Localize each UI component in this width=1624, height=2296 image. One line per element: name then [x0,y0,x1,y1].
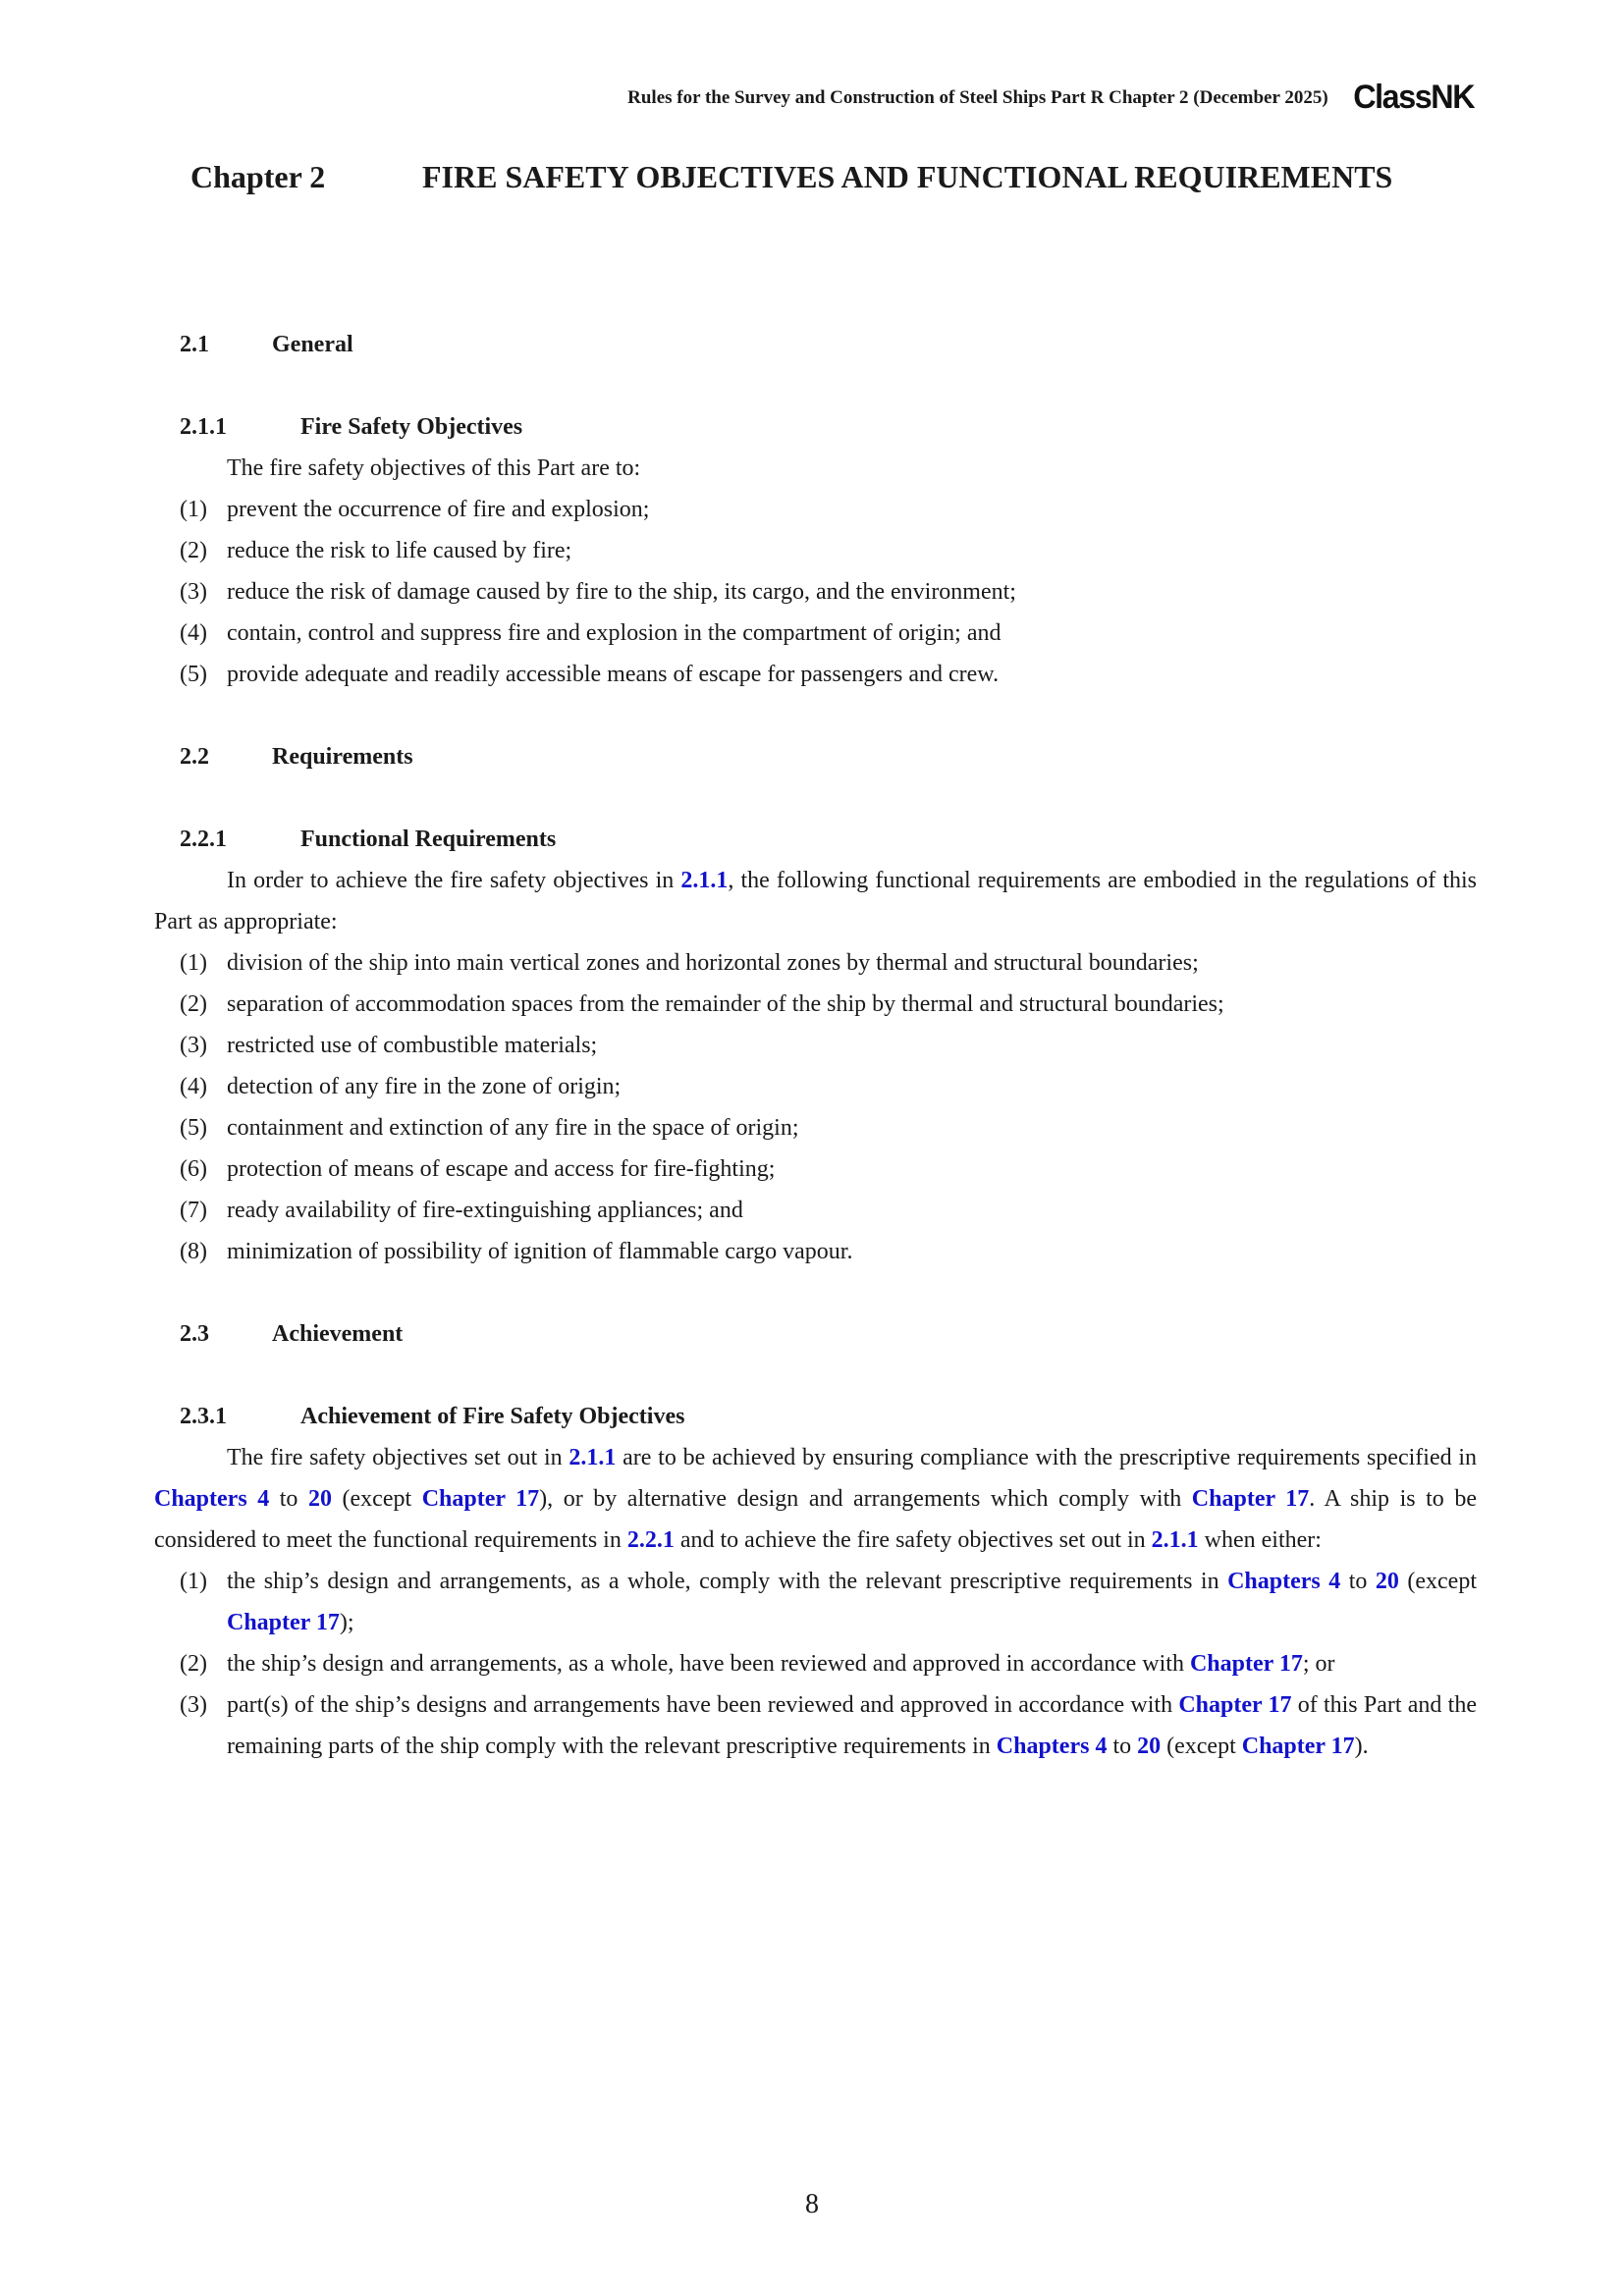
text-run: ; or [1302,1651,1335,1677]
list-item-text [227,1561,1477,1643]
list-item [154,1190,1477,1231]
list-item-number: (3) [180,1692,207,1718]
list-item-number: (4) [180,620,207,646]
spacer [154,365,1477,406]
list-item-text: reduce the risk of damage caused by fire to the ship, its cargo, and the environment; [227,579,1016,605]
list-item [154,613,1477,654]
text-run: ), or by alternative design and arrangements which comply with [539,1486,1192,1512]
list-item [154,654,1477,695]
list-item [154,1643,1477,1684]
list-2-3-1 [154,1561,1477,1767]
text-run: the ship’s design and arrangements, as a whole, comply with the relevant prescriptive requirements in [227,1569,1228,1594]
list-item [154,942,1477,984]
subsection-number: 2.2.1 [180,827,227,852]
classnk-logo: ClassNK [1352,79,1474,116]
list-item [154,1107,1477,1148]
list-item-number: (2) [180,538,207,563]
paragraph-2-2-1-intro [154,860,1477,942]
section-number: 2.3 [180,1321,209,1347]
spacer [154,1272,1477,1313]
list-item-text: protection of means of escape and access for fire-fighting; [227,1156,776,1182]
list-2-2-1 [154,942,1477,1272]
cross-reference-link[interactable]: 20 [1375,1569,1399,1594]
list-item-number: (7) [180,1198,207,1223]
cross-reference-link[interactable]: Chapter 17 [1189,1651,1303,1677]
cross-reference-link[interactable]: Chapters 4 [1227,1569,1341,1594]
list-item-text: ready availability of fire-extinguishing appliances; and [227,1198,743,1223]
text-run: (except [1161,1734,1242,1759]
section-heading-2-3 [180,1313,1477,1355]
text-run: (except [331,1486,422,1512]
cross-reference-link[interactable]: Chapter 17 [1191,1486,1310,1512]
page-header [627,79,1477,117]
list-item [154,984,1477,1025]
list-item-number: (4) [180,1074,207,1099]
list-item [154,1066,1477,1107]
section-title: Requirements [272,744,413,770]
subsection-title: Achievement of Fire Safety Objectives [300,1404,685,1429]
list-item [154,571,1477,613]
cross-reference-link[interactable]: 2.1.1 [1151,1527,1199,1553]
list-item-number: (3) [180,579,207,605]
text-run: part(s) of the ship’s designs and arrangements have been reviewed and approved in accordance with [227,1692,1179,1718]
chapter-title: FIRE SAFETY OBJECTIVES AND FUNCTIONAL REQUIREMENTS [422,159,1393,194]
list-item-text [227,1684,1477,1767]
text-run: ). [1354,1734,1369,1759]
list-item-text: prevent the occurrence of fire and explosion; [227,497,650,522]
text-run: the ship’s design and arrangements, as a whole, have been reviewed and approved in accordance with [227,1651,1190,1677]
list-item-number: (2) [180,1651,207,1677]
list-item [154,1025,1477,1066]
spacer [154,1355,1477,1396]
subsection-number: 2.1.1 [180,414,227,440]
paragraph-2-3-1-intro [154,1437,1477,1561]
text-run: The fire safety objectives set out in [227,1445,569,1470]
list-item-text: restricted use of combustible materials; [227,1033,598,1058]
running-header-title: Rules for the Survey and Construction of Steel Ships Part R Chapter 2 (December 2025) [627,86,1328,108]
text-run: In order to achieve the fire safety objectives in [227,868,681,893]
cross-reference-link[interactable]: Chapters 4 [154,1486,270,1512]
text-run: to [1107,1734,1138,1759]
list-item-number: (1) [180,950,207,976]
text-run: when either: [1198,1527,1322,1553]
list-item [154,1148,1477,1190]
text-run: to [1340,1569,1376,1594]
list-2-1-1 [154,489,1477,695]
list-item [154,530,1477,571]
section-title: General [272,332,353,357]
cross-reference-link[interactable]: 20 [307,1486,332,1512]
list-item [154,1231,1477,1272]
cross-reference-link[interactable]: 2.1.1 [568,1445,617,1470]
list-item [154,489,1477,530]
text-run: (except [1398,1569,1477,1594]
list-item [154,1561,1477,1643]
list-item-number: (2) [180,991,207,1017]
cross-reference-link[interactable]: 20 [1137,1734,1162,1759]
section-heading-2-1 [180,324,1477,365]
cross-reference-link[interactable]: Chapter 17 [227,1610,340,1635]
subsection-heading-2-3-1 [180,1396,1477,1437]
text-run: are to be achieved by ensuring compliance with the prescriptive requirements specified in [616,1445,1477,1470]
list-item-text: detection of any fire in the zone of origin; [227,1074,622,1099]
section-heading-2-2 [180,736,1477,777]
list-item-number: (8) [180,1239,207,1264]
text-run: of this Part and the remaining parts of the ship comply with the relevant prescriptive requirements in [227,1692,1477,1759]
chapter-number: Chapter 2 [190,159,326,194]
subsection-number: 2.3.1 [180,1404,227,1429]
list-item-text: separation of accommodation spaces from the remainder of the ship by thermal and structural boundaries; [227,991,1224,1017]
subsection-title: Functional Requirements [300,827,557,852]
spacer [154,777,1477,819]
subsection-title: Fire Safety Objectives [300,414,523,440]
subsection-heading-2-2-1 [180,819,1477,860]
page-number: 8 [805,2189,819,2219]
text-run: ); [339,1610,354,1635]
text-run: , the following functional requirements are embodied in the regulations of this Part as appropriate: [154,868,1478,934]
list-item-text: reduce the risk to life caused by fire; [227,538,572,563]
list-item-text: provide adequate and readily accessible means of escape for passengers and crew. [227,662,1000,687]
list-item-number: (5) [180,1115,207,1141]
list-item-text: minimization of possibility of ignition of flammable cargo vapour. [227,1239,853,1264]
text-run: to [269,1486,308,1512]
text-run: and to achieve the fire safety objectives set out in [674,1527,1152,1553]
cross-reference-link[interactable]: Chapters 4 [996,1734,1108,1759]
text-run: . A ship is to be considered to meet the functional requirements in [154,1486,1478,1553]
list-item-number: (6) [180,1156,207,1182]
document-body [154,324,1477,1767]
section-number: 2.2 [180,744,209,770]
list-item-text: containment and extinction of any fire in the space of origin; [227,1115,799,1141]
cross-reference-link[interactable]: Chapter 17 [1178,1692,1292,1718]
list-item-number: (1) [180,497,207,522]
list-item-number: (3) [180,1033,207,1058]
cross-reference-link[interactable]: 2.1.1 [680,868,729,893]
section-title: Achievement [272,1321,404,1347]
list-item-text: contain, control and suppress fire and explosion in the compartment of origin; and [227,620,1001,646]
chapter-heading [190,159,1392,195]
subsection-heading-2-1-1 [180,406,1477,448]
cross-reference-link[interactable]: Chapter 17 [1241,1734,1355,1759]
list-item-number: (5) [180,662,207,687]
section-number: 2.1 [180,332,209,357]
list-item-text: division of the ship into main vertical zones and horizontal zones by thermal and structural boundaries; [227,950,1199,976]
spacer [154,695,1477,736]
list-item-number: (1) [180,1569,207,1594]
paragraph-2-1-1-intro: The fire safety objectives of this Part are to: [227,455,641,481]
list-item [154,1684,1477,1767]
cross-reference-link[interactable]: Chapter 17 [421,1486,540,1512]
cross-reference-link[interactable]: 2.2.1 [626,1527,675,1553]
list-item-text [227,1643,1477,1684]
